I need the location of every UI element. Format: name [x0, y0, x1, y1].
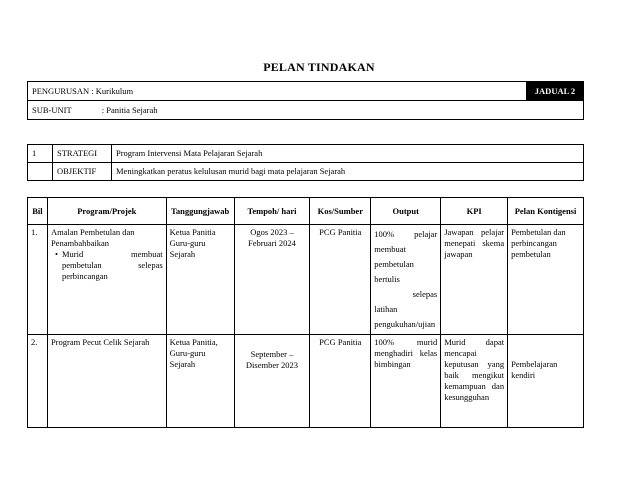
table-row	[28, 335, 584, 428]
row-kos: PCG Panitia	[310, 335, 371, 428]
subunit-cell	[28, 101, 584, 120]
pengurusan-row	[28, 82, 584, 101]
row-program	[47, 225, 166, 335]
col-kpi: KPI	[441, 198, 508, 225]
row-tanggungjawab: Ketua Panitia Guru-guru Sejarah	[166, 225, 234, 335]
bullet-text: selepas	[138, 260, 163, 270]
subunit-row	[28, 101, 584, 120]
strategi-row	[28, 145, 584, 163]
row-bil: 2.	[28, 335, 48, 428]
col-kos: Kos/Sumber	[310, 198, 371, 225]
kontigensi-text: Pembelajaran kendiri	[511, 359, 558, 380]
col-output: Output	[371, 198, 441, 225]
subunit-label: SUB-UNIT	[32, 104, 72, 115]
strategy-number: 1	[28, 145, 53, 163]
action-plan-table	[27, 197, 584, 428]
bullet-text: pembetulan	[61, 260, 102, 270]
col-kontigensi: Pelan Kontigensi	[508, 198, 584, 225]
tempoh-text: September – Disember 2023	[245, 349, 299, 370]
program-line: Penambahbaikan	[50, 238, 110, 248]
row-kontigensi	[508, 335, 584, 428]
bullet-text: Murid	[61, 249, 84, 259]
bullet-icon: •	[54, 249, 58, 259]
output-text: 100%	[374, 229, 395, 239]
col-program: Program/Projek	[47, 198, 166, 225]
output-text: selepas	[412, 289, 438, 299]
objektif-label: OBJEKTIF	[53, 163, 112, 181]
row-kpi: Murid dapat mencapai keputusan yang baik mengikut kemampuan dan kesungguhan	[441, 335, 508, 428]
col-tempoh: Tempoh/ hari	[234, 198, 310, 225]
strategi-label: STRATEGI	[53, 145, 112, 163]
output-text: membuat pembetulan bertulis	[374, 244, 414, 284]
pengurusan-cell: PENGURUSAN : Kurikulum	[28, 82, 527, 101]
row-kpi: Jawapan pelajar menepati skema jawapan	[441, 225, 508, 335]
bullet-text: membuat	[131, 249, 163, 259]
row-output	[371, 225, 441, 335]
strategi-value: Program Intervensi Mata Pelajaran Sejarah	[112, 145, 584, 163]
row-kos: PCG Panitia	[310, 225, 371, 335]
output-text: pelajar	[414, 229, 438, 239]
row-output: 100% murid menghadiri kelas bimbingan	[371, 335, 441, 428]
col-tanggungjawab: Tanggungjawab	[166, 198, 234, 225]
strategy-number-blank	[28, 163, 53, 181]
row-tempoh: Ogos 2023 – Februari 2024	[234, 225, 310, 335]
bullet-item	[51, 249, 163, 282]
page-title: PELAN TINDAKAN	[263, 60, 375, 74]
strategy-table	[27, 144, 584, 181]
objektif-row	[28, 163, 584, 181]
subunit-value: : Panitia Sejarah	[101, 104, 158, 115]
output-text	[374, 287, 437, 302]
row-tempoh	[234, 335, 310, 428]
table-row	[28, 225, 584, 335]
header-table	[27, 81, 584, 120]
col-bil: Bil	[28, 198, 48, 225]
jadual-badge: JADUAL 2	[527, 82, 584, 101]
program-line: Amalan Pembetulan dan	[50, 227, 135, 237]
row-program: Program Pecut Celik Sejarah	[47, 335, 166, 428]
row-tanggungjawab: Ketua Panitia, Guru-guru Sejarah	[166, 335, 234, 428]
row-bil: 1.	[28, 225, 48, 335]
output-text: latihan pengukuhan/ujian	[374, 304, 436, 329]
table-header-row	[28, 198, 584, 225]
bullet-text: perbincangan	[61, 271, 108, 281]
objektif-value: Meningkatkan peratus kelulusan murid bagi mata pelajaran Sejarah	[112, 163, 584, 181]
row-kontigensi: Pembetulan dan perbincangan pembetulan	[508, 225, 584, 335]
